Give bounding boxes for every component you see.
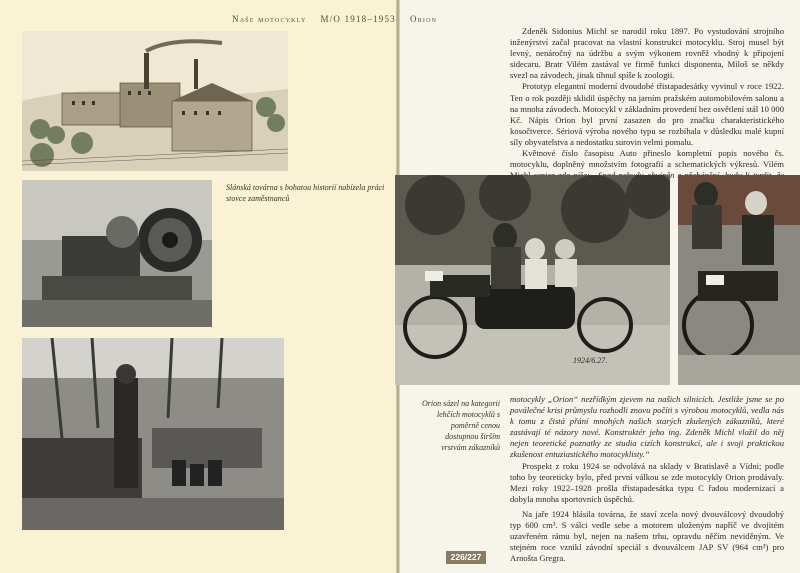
page-folio: 226/227: [446, 551, 486, 564]
running-head-title: Naše motocykly: [232, 14, 307, 24]
sidebar-caption: Orion sázel na kategorii lehčích motocyklů s poměrně cenou dostupnou širším vrstvám zákazníků: [422, 399, 500, 452]
motorcycle-riders-photo: [678, 175, 800, 385]
intro-paragraph-2: Prototyp elegantní moderní dvoudobé třistapadesátky vyvinul v roce 1922. Ten o rok později sklidil úspěchy na jarním pražském automobilovém salonu a na mnoha závodech. Motocykl v základním provedení bez osvětlení stál 10 000 Kč. Nápis Orion byl první zasazen do pro značku charakteristického kosočtverce. Sériová výroba nového typu se rozbíhala v důsledku malé kupní síly obyvatelstva a nedostatku surovin velmi pomalu.: [510, 81, 784, 147]
svg-text:1924/6.27.: 1924/6.27.: [573, 356, 608, 365]
workshop-photo-1: [22, 180, 212, 327]
factory-engraving-image: [22, 31, 288, 171]
factory-caption: Slánská továrna s bohatou historií nabízela práci stovce zaměstnanců: [226, 183, 385, 203]
continuation-quote: motocykly „Orion“ nezřídkým zjevem na našich silnicích. Jestliže jsme se po poválečné krisi průmyslu rozhodli znovu počíti s výrobou motocyklů, vedla nás k tomu z čistá přání mnohých našich starých zkušených zákazníků, které zastávají té názory nové. Konstruktér jeho ing. Zdeněk Michl vložil do něj nejen teoretické poznatky ze studia cizích konstrukcí, ale i svoji praktickou zkušenost entuziastického motocyklisty.“: [510, 394, 784, 460]
paragraph-3: Na jaře 1924 hlásila továrna, že staví zcela nový dvouválcový dvoudobý typ 600 cm³. S válci vedle sebe a motorem uloženým napříč ve dvojitém uzavřeném rámu byl, nejen na našem trhu, opravdu něčím neviděným. Ve stejném roce vznikl závodní speciál s dvouválcem JAP SV (964 cm³) pro Arnošta Gregra.: [510, 508, 784, 564]
running-head-years: M/O 1918–1953: [320, 14, 396, 24]
intro-paragraph-1: Zdeněk Sidonius Michl se narodil roku 1897. Po vystudování strojního inženýrství začal pracovat na vlastní konstrukci motocyklu. Stroj musel být levný, nenáročný na údržbu a svým výkonem rovněž vhodný k připojení sidecaru. Bratr Vilém zastával ve firmě funkci disponenta, Miloš se někdy svezl na závodech, jinak tíhnul spíše k zoologii.: [510, 26, 784, 81]
paragraph-2: Prospekt z roku 1924 se odvolává na sklady v Bratislavě a Vídni; podle toho by teoreticky bylo, před první válkou se zde motocykly Orion prodávaly. Mezi roky 1922–1928 prošla třistapadesátka typu C řadou modernizací a dobyla mnoha sportovních úspěchů.: [510, 460, 784, 504]
intro-paragraph-3-text: Květnové číslo časopisu Auto přineslo kompletní popis nového čs. motocyklu, doplněný množstvím fotografií a schematických výkresů. Vilém: [510, 148, 784, 170]
motorcycle-sidecar-photo: [395, 175, 670, 385]
running-head-left: [232, 14, 396, 24]
workshop-photo-2: [22, 338, 284, 530]
article-intro: [510, 26, 784, 192]
running-head-right: Orion: [410, 14, 438, 24]
article-continuation: [510, 394, 784, 564]
